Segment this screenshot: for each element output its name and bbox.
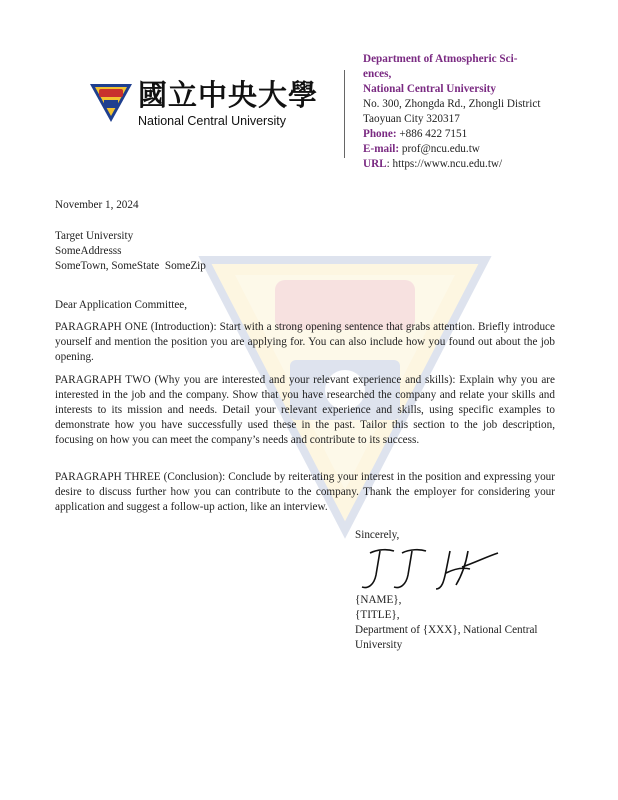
salutation: Dear Application Committee, xyxy=(55,299,188,311)
logo-english-name: National Central University xyxy=(138,114,286,128)
contact-block xyxy=(363,52,563,172)
signer-name: {NAME}, xyxy=(355,594,402,606)
phone-row: Phone: +886 422 7151 xyxy=(363,128,468,140)
address-line2: Taoyuan City 320317 xyxy=(363,113,460,125)
university-name: National Central University xyxy=(363,83,496,95)
paragraph-introduction: PARAGRAPH ONE (Introduction): Start with a strong opening sentence that grabs attention. Briefly introduce yourself and mention the position you are applying for. You can also include how you found out about the job opening. xyxy=(55,321,555,363)
phone-value: +886 422 7151 xyxy=(399,128,468,140)
signer-department: Department of {XXX}, National Central University xyxy=(355,624,538,651)
department-name-line2: ences, xyxy=(363,68,392,80)
email-label: E-mail xyxy=(363,143,396,155)
recipient-line: Target University xyxy=(55,230,134,242)
url-row: URL: https://www.ncu.edu.tw/ xyxy=(363,158,503,170)
university-logo xyxy=(88,78,319,134)
signer-title: {TITLE}, xyxy=(355,609,400,621)
handwritten-signature xyxy=(358,545,508,593)
header-divider xyxy=(344,70,345,158)
paragraph-conclusion: PARAGRAPH THREE (Conclusion): Conclude by reiterating your interest in the position and expressing your desire to discuss further how you can contribute to the company. Thank the employer for considering your application and suggest a follow-up action, like an interview. xyxy=(55,471,555,513)
recipient-address xyxy=(55,229,206,274)
phone-label: Phone xyxy=(363,128,393,140)
letter-date: November 1, 2024 xyxy=(55,199,139,211)
department-name-line1: Department of Atmospheric Sci- xyxy=(363,53,518,65)
closing: Sincerely, xyxy=(355,529,400,541)
paragraph-experience: PARAGRAPH TWO (Why you are interested and your relevant experience and skills): Explain why you are interested in the job and the company. Show that you have researched the company and relate your skills and interests to its mission and needs. Detail your relevant experience and skills, using specific examples to demonstrate how you have successfully used these in the past. Tailor this section to the job description, focusing on how you can meet the company’s needs and contribute to its success. xyxy=(55,374,555,446)
email-link[interactable]: prof@ncu.edu.tw xyxy=(401,143,480,155)
university-emblem-icon xyxy=(88,78,134,124)
address-line1: No. 300, Zhongda Rd., Zhongli District xyxy=(363,98,541,110)
email-row: E-mail: prof@ncu.edu.tw xyxy=(363,143,480,155)
recipient-line: SomeAddresss xyxy=(55,245,122,257)
logo-chinese-name: 國立中央大學 xyxy=(138,78,319,112)
recipient-line: SomeTown, SomeState SomeZip xyxy=(55,260,206,272)
website-link[interactable]: https://www.ncu.edu.tw/ xyxy=(392,158,503,170)
url-label: URL xyxy=(363,158,387,170)
